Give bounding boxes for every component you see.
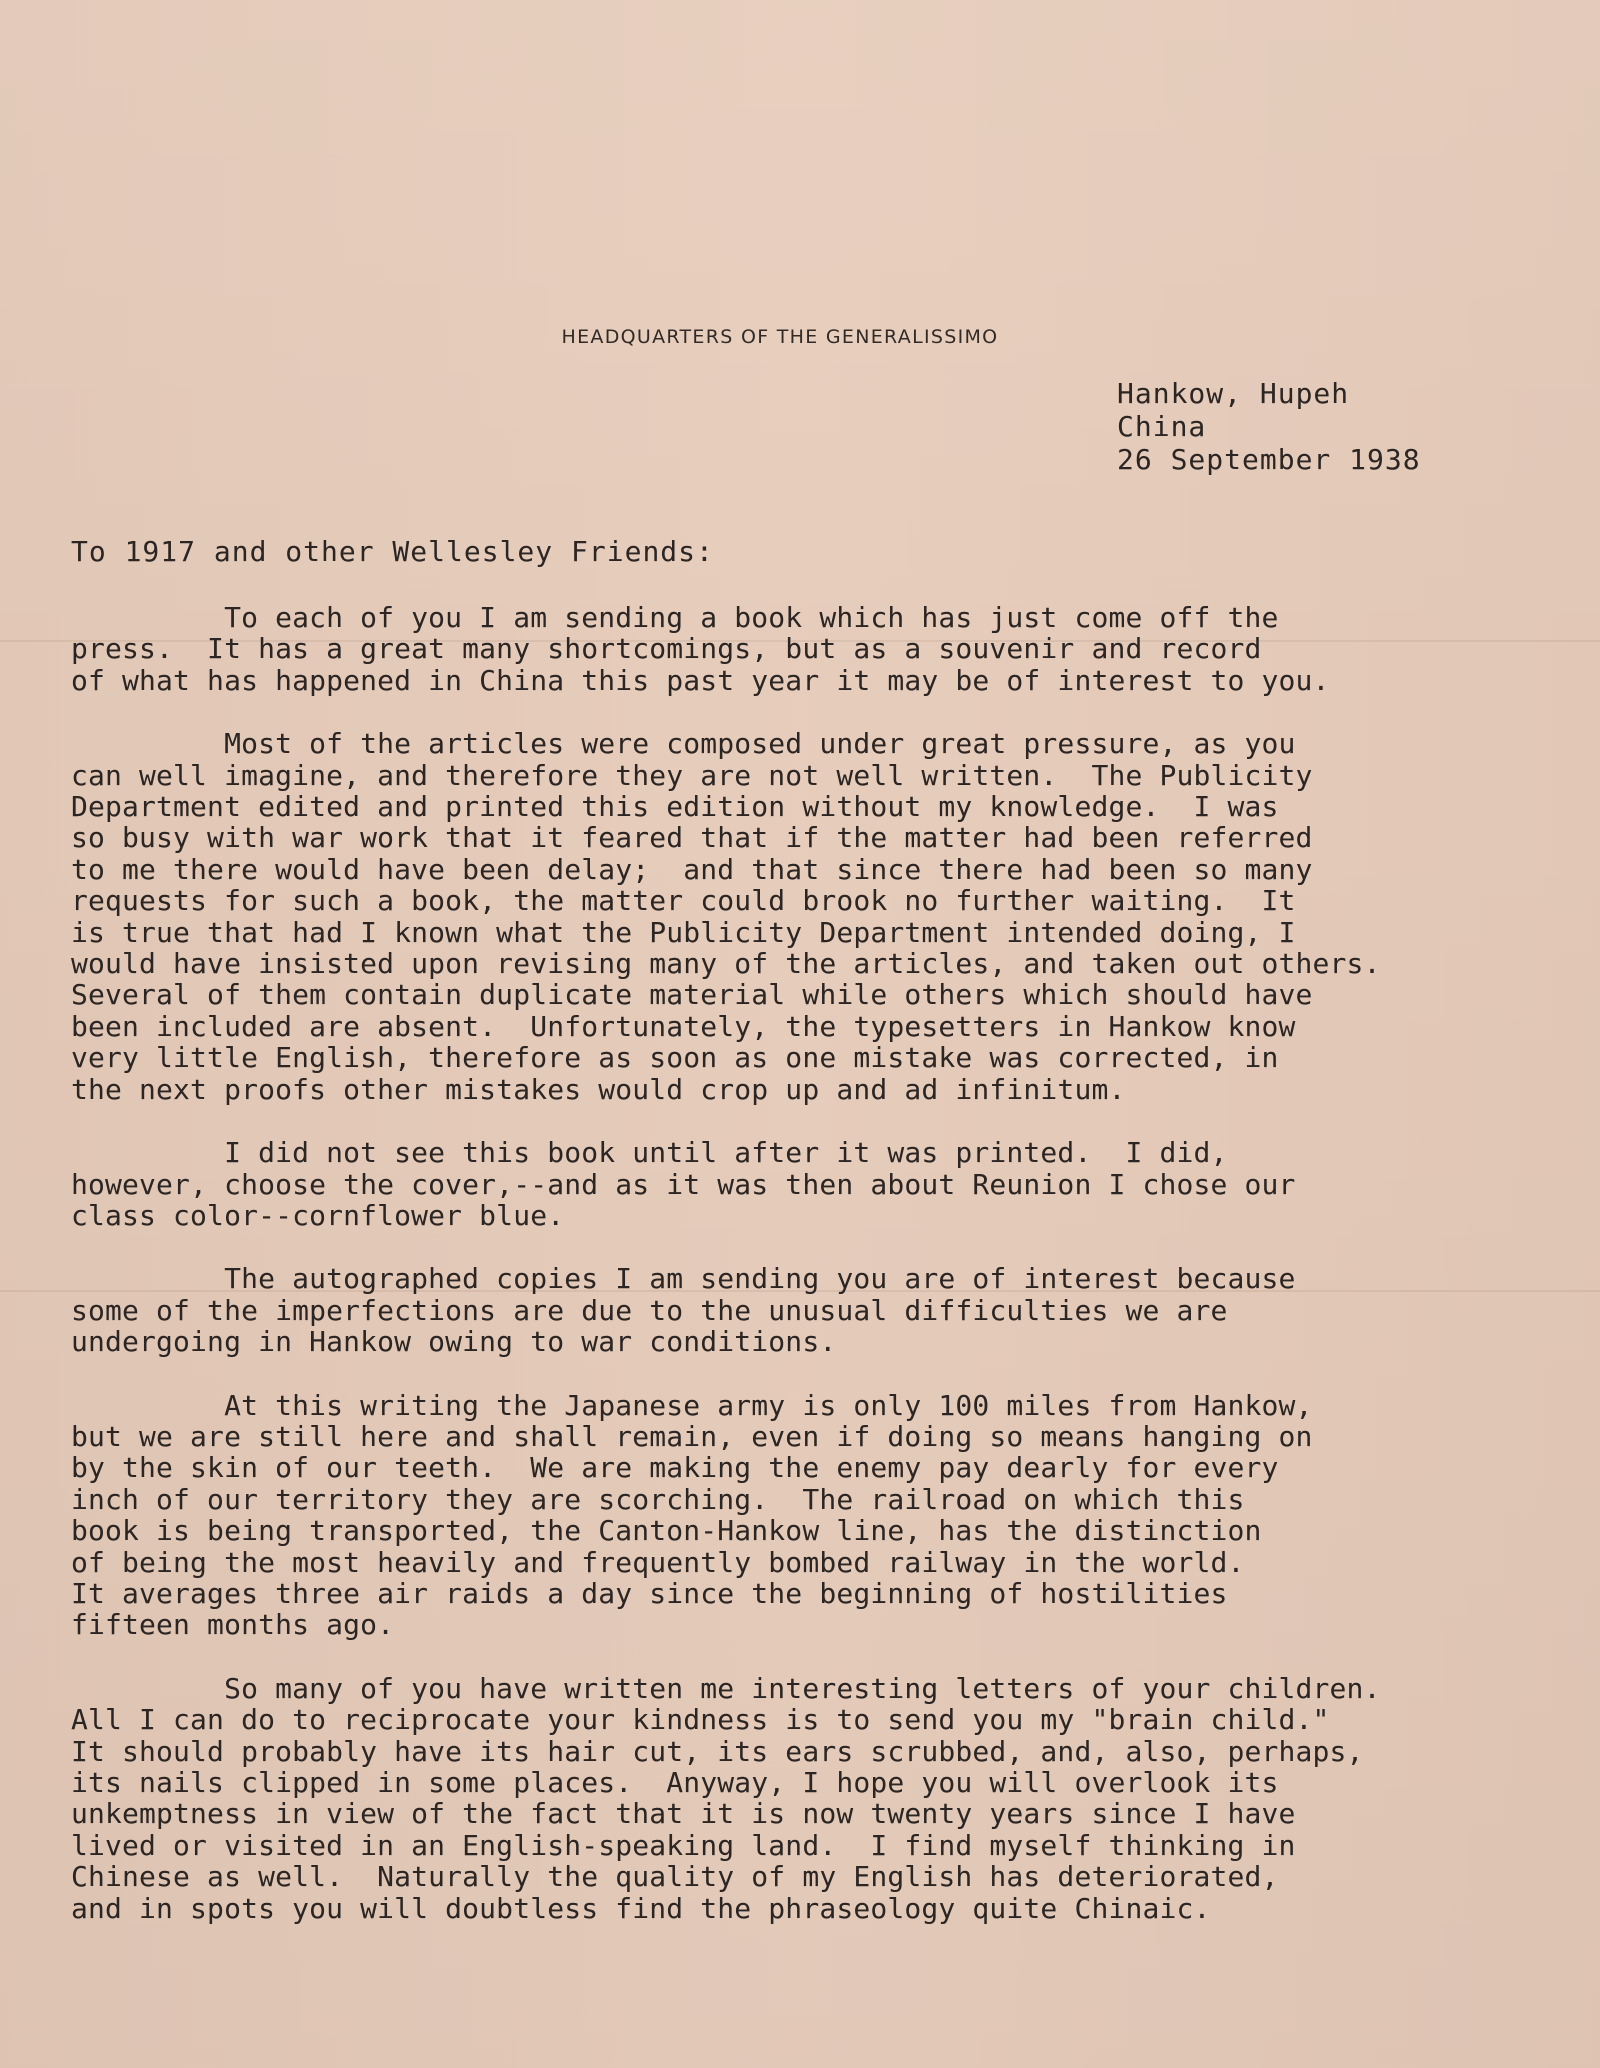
text-line: the next proofs other mistakes would crop up and ad infinitum. bbox=[71, 1072, 1126, 1106]
text-line: class color--cornflower blue. bbox=[71, 1198, 565, 1232]
text-line: been included are absent. Unfortunately, the typesetters in Hankow know bbox=[71, 1009, 1296, 1043]
text-line: So many of you have written me interesting letters of your children. bbox=[71, 1671, 1381, 1705]
text-line: press. It has a great many shortcomings, but as a souvenir and record bbox=[71, 632, 1262, 666]
paragraph bbox=[71, 1390, 1571, 1641]
text-line: is true that had I known what the Publicity Department intended doing, I bbox=[71, 915, 1296, 949]
text-line: Chinese as well. Naturally the quality of my English has deteriorated, bbox=[71, 1860, 1279, 1894]
text-line: To each of you I am sending a book which has just come off the bbox=[71, 601, 1279, 634]
text-line: Several of them contain duplicate material while others which should have bbox=[71, 978, 1313, 1012]
text-line: so busy with war work that it feared that if the matter had been referred bbox=[71, 821, 1313, 855]
letter-date: 26 September 1938 bbox=[1117, 443, 1421, 476]
text-line: It should probably have its hair cut, its ears scrubbed, and, also, perhaps, bbox=[71, 1734, 1364, 1768]
text-line: but we are still here and shall remain, even if doing so means hanging on bbox=[71, 1419, 1313, 1453]
letterhead: HEADQUARTERS OF THE GENERALISSIMO bbox=[561, 326, 999, 348]
text-line: At this writing the Japanese army is only 100 miles from Hankow, bbox=[71, 1388, 1313, 1422]
text-line: and in spots you will doubtless find the phraseology quite Chinaic. bbox=[71, 1891, 1211, 1925]
text-line: inch of our territory they are scorching. The railroad on which this bbox=[71, 1482, 1245, 1516]
text-line: fifteen months ago. bbox=[71, 1608, 395, 1642]
text-line: would have insisted upon revising many of the articles, and taken out others. bbox=[71, 947, 1381, 981]
paragraph bbox=[71, 1263, 1571, 1357]
paragraph bbox=[71, 728, 1571, 1105]
paragraph bbox=[71, 602, 1571, 696]
text-line: lived or visited in an English-speaking land. I find myself thinking in bbox=[71, 1828, 1296, 1862]
text-line: undergoing in Hankow owing to war conditions. bbox=[71, 1325, 837, 1359]
address-line: Hankow, Hupeh bbox=[1117, 377, 1350, 410]
text-line: of being the most heavily and frequently bombed railway in the world. bbox=[71, 1545, 1245, 1579]
text-line: Department edited and printed this edition without my knowledge. I was bbox=[71, 790, 1279, 824]
paragraph bbox=[71, 1137, 1571, 1231]
text-line: Most of the articles were composed under great pressure, as you bbox=[71, 727, 1296, 761]
text-line: can well imagine, and therefore they are not well written. The Publicity bbox=[71, 758, 1313, 792]
paragraph bbox=[71, 1673, 1571, 1924]
text-line: some of the imperfections are due to the unusual difficulties we are bbox=[71, 1293, 1228, 1327]
text-line: to me there would have been delay; and that since there had been so many bbox=[71, 852, 1313, 886]
salutation: To 1917 and other Wellesley Friends: bbox=[71, 535, 714, 568]
address-line: China bbox=[1117, 410, 1207, 443]
letter-body bbox=[71, 602, 1571, 1956]
text-line: its nails clipped in some places. Anyway, I hope you will overlook its bbox=[71, 1766, 1279, 1799]
text-line: of what has happened in China this past year it may be of interest to you. bbox=[71, 663, 1330, 697]
text-line: requests for such a book, the matter could brook no further waiting. It bbox=[71, 884, 1296, 918]
text-line: I did not see this book until after it was printed. I did, bbox=[71, 1136, 1228, 1170]
text-line: by the skin of our teeth. We are making the enemy pay dearly for every bbox=[71, 1451, 1279, 1485]
address-block bbox=[1117, 377, 1421, 476]
text-line: very little English, therefore as soon as one mistake was corrected, in bbox=[71, 1041, 1279, 1075]
text-line: All I can do to reciprocate your kindness is to send you my "brain child." bbox=[71, 1703, 1330, 1737]
text-line: however, choose the cover,--and as it was then about Reunion I chose our bbox=[71, 1167, 1296, 1201]
text-line: The autographed copies I am sending you are of interest because bbox=[71, 1262, 1296, 1296]
text-line: book is being transported, the Canton-Hankow line, has the distinction bbox=[71, 1514, 1262, 1548]
text-line: unkemptness in view of the fact that it is now twenty years since I have bbox=[71, 1797, 1296, 1831]
text-line: It averages three air raids a day since the beginning of hostilities bbox=[71, 1576, 1228, 1610]
